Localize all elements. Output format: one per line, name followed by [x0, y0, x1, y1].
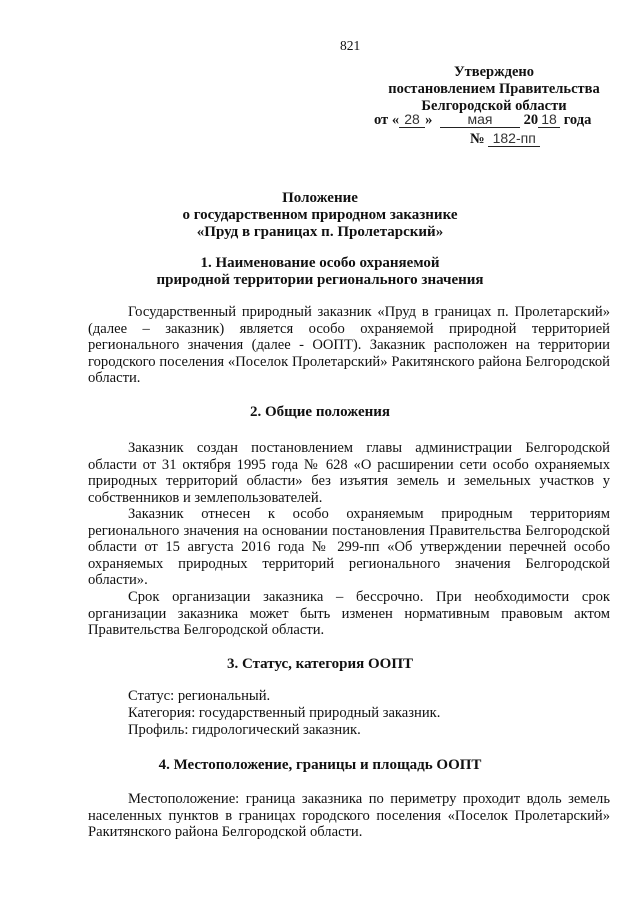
approval-line-3: Белгородской области	[421, 98, 567, 114]
section-3-heading: 3. Статус, категория ООПТ	[226, 656, 413, 672]
date-year-word: года	[563, 112, 592, 128]
section-1-heading-line-1: 1. Наименование особо охраняемой	[200, 255, 440, 271]
number-sign: №	[470, 131, 485, 147]
section-1-paragraph: Государственный природный заказник «Пруд в границах п. Пролетарский» (далее – заказник) является особо охраняемой природной территорией регионального значения (далее - ООПТ). Заказник расположен на территории городского поселения «Поселок Пролетарский» Ракитянского района Белгородской области.	[88, 304, 610, 387]
date-from-label: от	[374, 112, 389, 128]
title-line-1: Положение	[282, 190, 358, 206]
number-handwritten: 182-пп	[488, 131, 540, 147]
title-line-2: о государственном природном заказнике	[182, 207, 458, 223]
date-month-handwritten: мая	[440, 112, 520, 128]
section-3-category: Категория: государственный природный заказник.	[128, 705, 441, 721]
date-quote-open: «	[391, 112, 400, 128]
section-3-status: Статус: региональный.	[128, 688, 271, 704]
date-day-handwritten: 28	[399, 112, 425, 128]
section-2-paragraph-1: Заказник создан постановлением главы администрации Белгородской области от 31 октября 1995 года № 628 «О расширении сети особо охраняемых природных территорий области» без изъятия земель и земельных участков у собственников и землепользователей.	[88, 440, 610, 506]
section-2-paragraph-3: Срок организации заказника – бессрочно. При необходимости срок организации заказника может быть изменен нормативным правовым актом Правительства Белгородской области.	[88, 589, 610, 639]
approval-date	[374, 112, 591, 129]
section-2-paragraph-2: Заказник отнесен к особо охраняемым природным территориям регионального значения на основании постановления Правительства Белгородской области от 15 августа 2016 года № 299-пп «Об утверждении перечней особо охраняемых природных территорий регионального значения Белгородской области».	[88, 506, 610, 589]
approval-number	[470, 131, 540, 148]
date-year-prefix: 20	[523, 112, 539, 128]
date-year-suffix-handwritten: 18	[538, 112, 560, 128]
approval-line-1: Утверждено	[454, 64, 534, 80]
page-number: 821	[340, 38, 361, 53]
section-1-heading-line-2: природной территории регионального значения	[156, 272, 484, 288]
section-2-heading: 2. Общие положения	[249, 404, 391, 420]
approval-line-2: постановлением Правительства	[388, 81, 600, 97]
section-3-profile: Профиль: гидрологический заказник.	[128, 722, 361, 738]
section-4-paragraph: Местоположение: граница заказника по периметру проходит вдоль земель населенных пунктов в границах городского поселения «Поселок Пролетарский» Ракитянского района Белгородской области.	[88, 791, 610, 841]
title-line-3: «Пруд в границах п. Пролетарский»	[196, 224, 444, 240]
date-quote-close: »	[425, 112, 433, 128]
section-4-heading: 4. Местоположение, границы и площадь ООПТ	[158, 757, 482, 773]
